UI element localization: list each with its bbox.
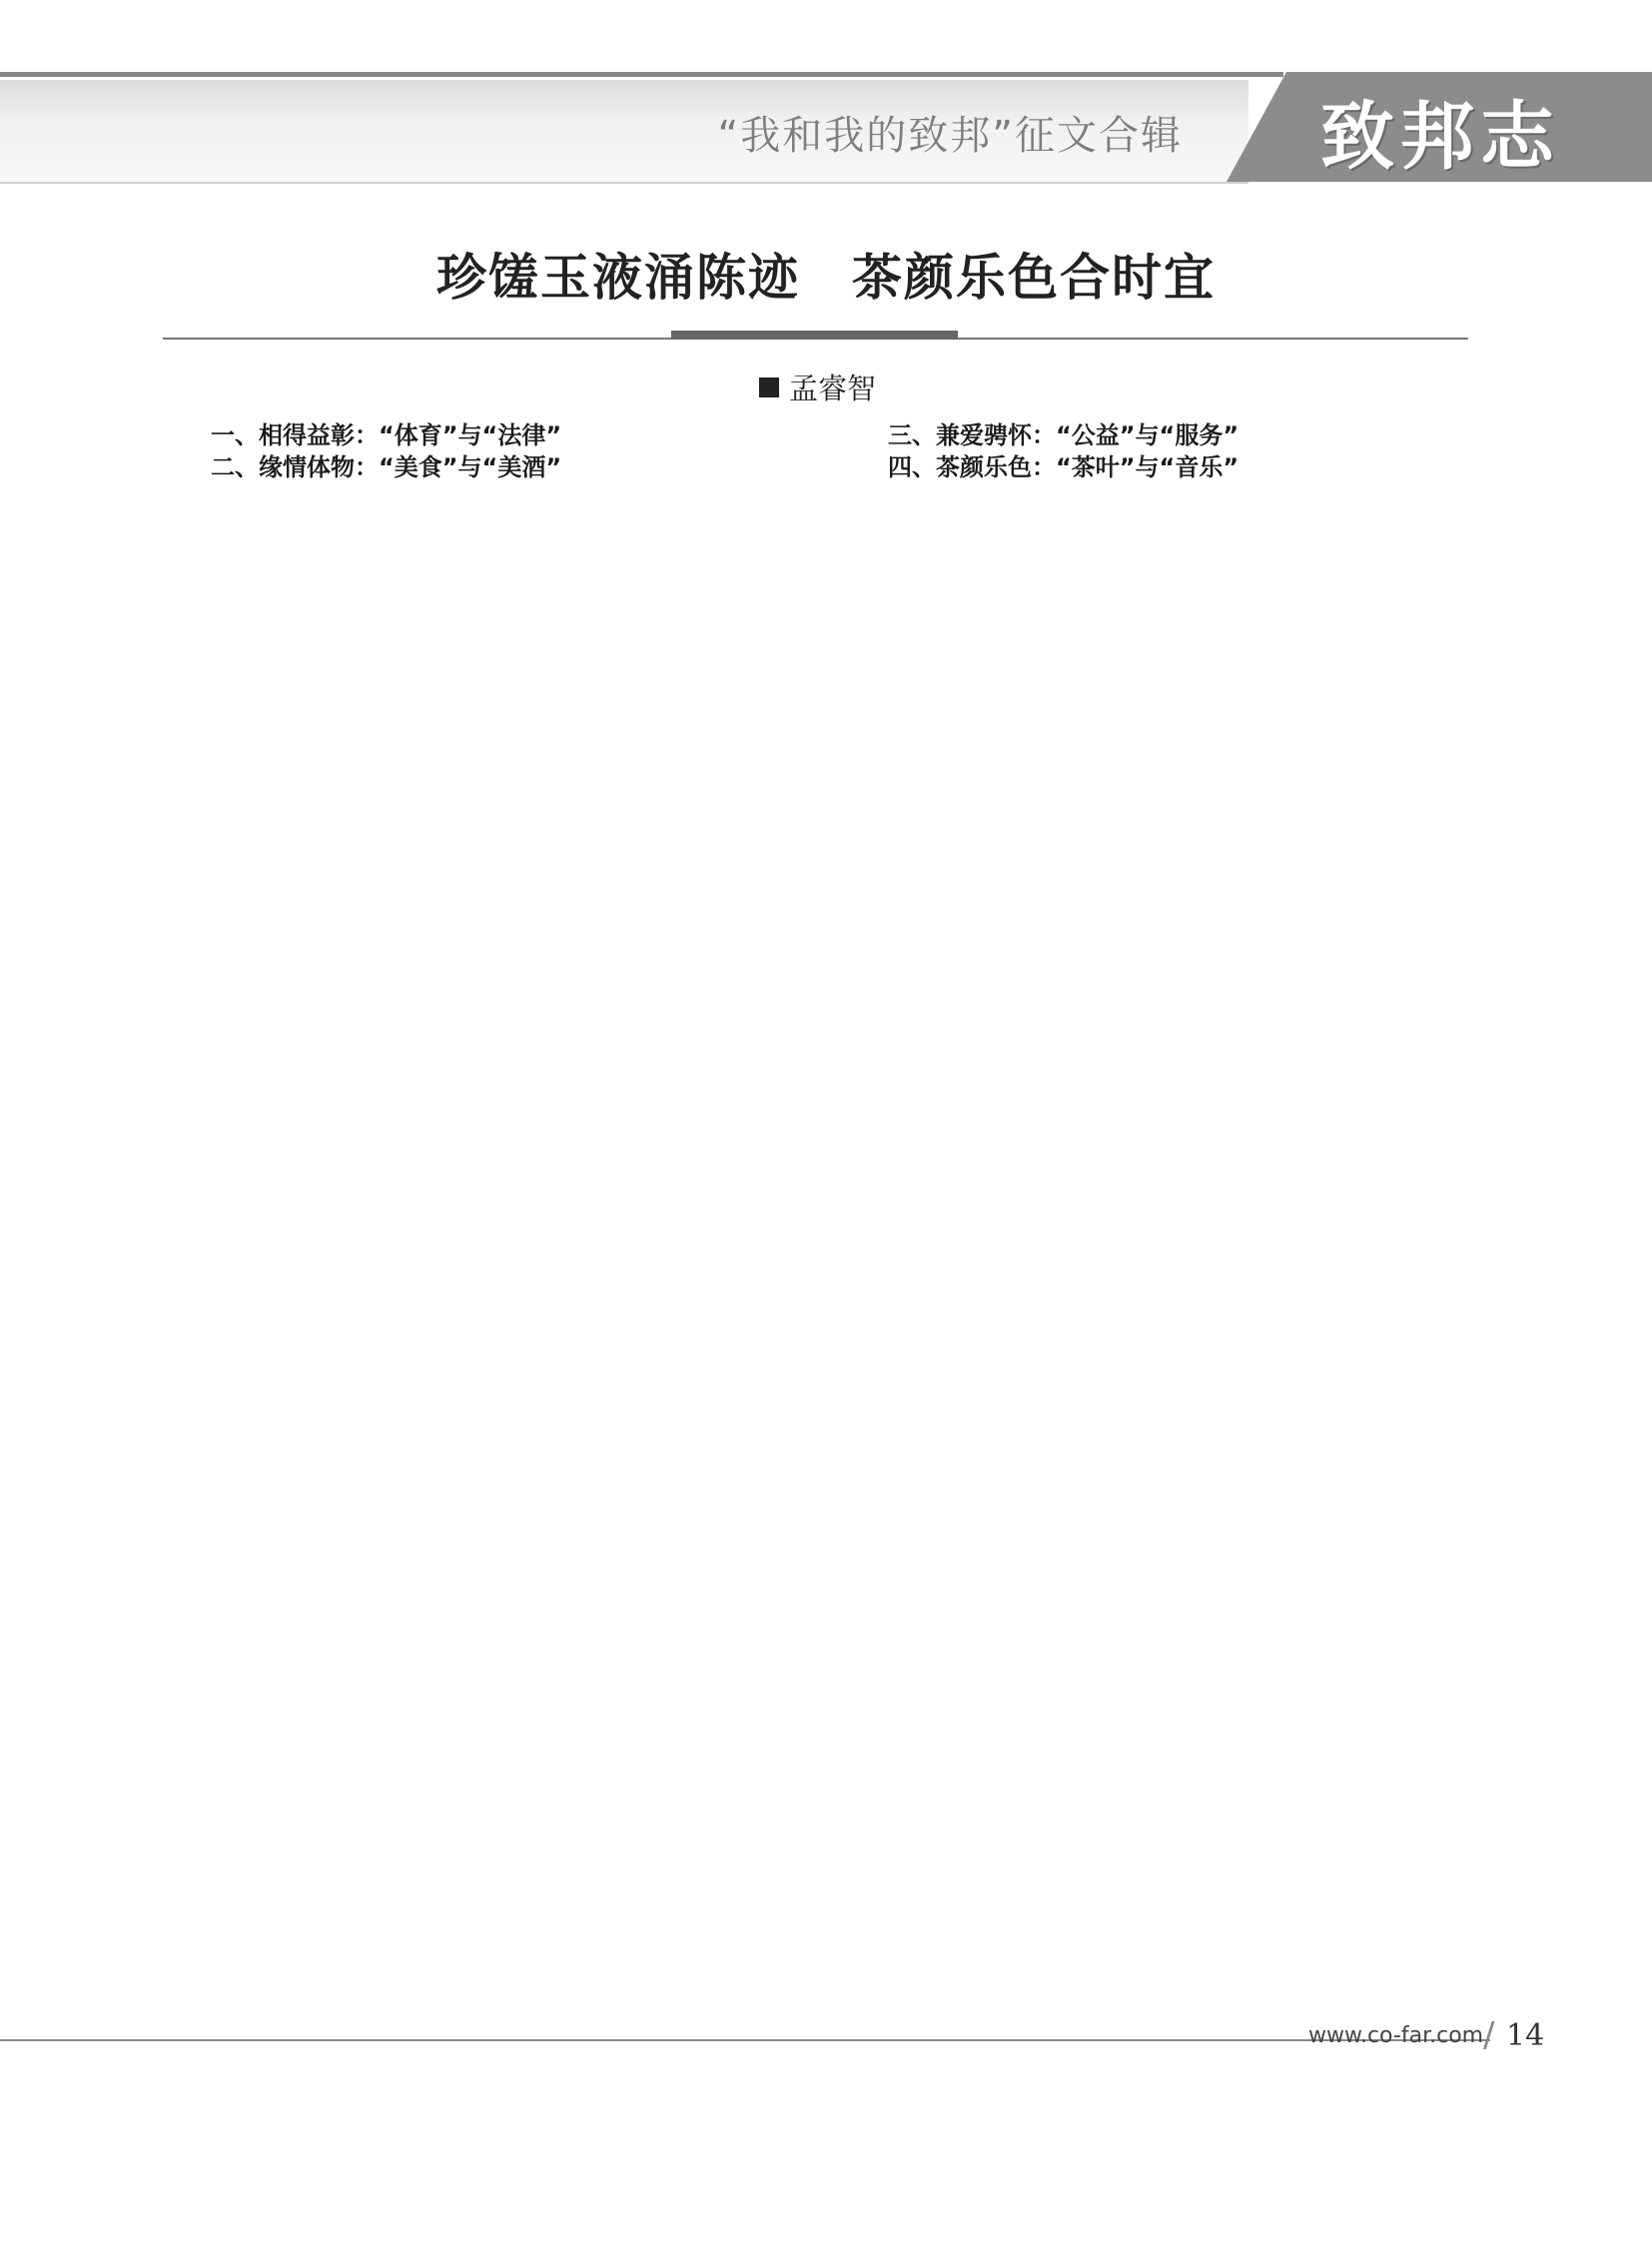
footer-separator: / [1483, 2015, 1495, 2055]
series-title: “我和我的致邦”征文合辑 [717, 113, 1183, 159]
article-title: 珍馐玉液涌陈迹 茶颜乐色合时宜 [436, 249, 1216, 307]
author-line [759, 367, 876, 407]
body-column-right [840, 419, 1466, 1997]
footer-rule [0, 2039, 1490, 2041]
brand-logo: 致邦志 [1320, 94, 1560, 180]
section-heading-2: 二、缘情体物：“美食”与“美酒” [211, 453, 562, 482]
page-number: 14 [1506, 2018, 1545, 2053]
author-name: 孟睿智 [789, 372, 877, 405]
bullet-square-icon [759, 377, 779, 397]
header-top-rule [0, 72, 1283, 77]
body-column-left [163, 419, 785, 1997]
section-heading-3: 三、兼爱骋怀：“公益”与“服务” [888, 421, 1239, 449]
section-heading-1: 一、相得益彰：“体育”与“法律” [211, 421, 562, 449]
title-rule-accent [671, 331, 958, 340]
section-heading-4: 四、茶颜乐色：“茶叶”与“音乐” [888, 453, 1239, 482]
footer-url: www.co-far.com [1308, 2023, 1484, 2048]
